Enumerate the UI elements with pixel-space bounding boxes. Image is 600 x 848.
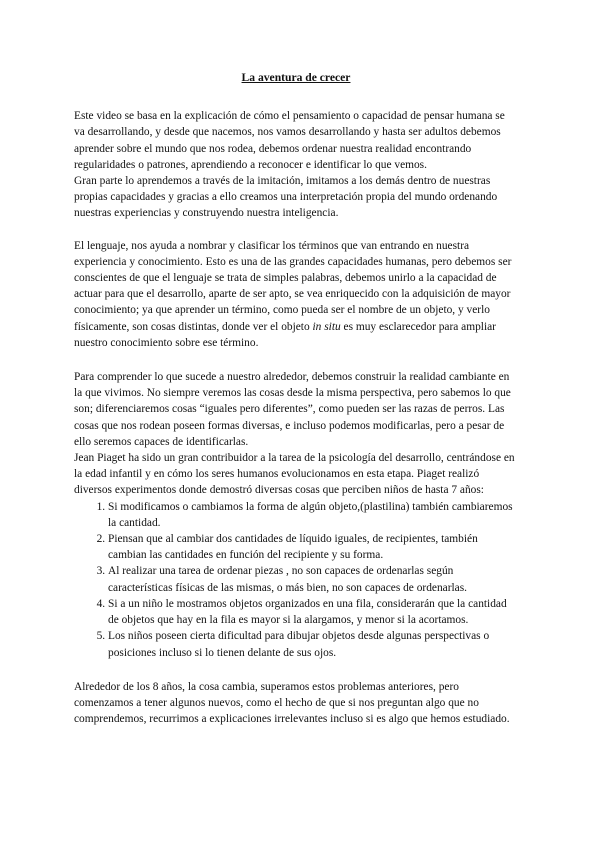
paragraph-piaget: Jean Piaget ha sido un gran contribuidor a la tarea de la psicología del desarrollo, centrándose en la edad infantil y en cómo los seres humanos evolucionamos en esta etapa. Piaget realizó diversos experimentos donde demostró diversas cosas que perciben niños de hasta 7 años: <box>74 452 515 497</box>
paragraph-language-italic: in situ <box>312 320 341 333</box>
list-item: 3. Al realizar una tarea de ordenar piezas , no son capaces de ordenarlas según características físicas de las mismas, o más bien, no son capaces de ordenarlas. <box>108 563 518 595</box>
paragraph-intro <box>74 108 518 221</box>
paragraph-reality: Para comprender lo que sucede a nuestro alrededor, debemos construir la realidad cambiante en la que vivimos. No siempre veremos las cosas desde la misma perspectiva, pero sabemos lo que son; diferenciaremos cosas “iguales pero diferentes”, como pueden ser las razas de perros. Las cosas que nos rodean poseen formas diversas, e incluso podemos modificarlas, pero a pesar de ello seremos capaces de identificarlas. <box>74 371 511 448</box>
paragraph-language-text-2: es muy esclarecedor para ampliar nuestro conocimiento sobre ese término. <box>74 320 496 349</box>
paragraph-intro-text: Este video se basa en la explicación de cómo el pensamiento o capacidad de pensar humana se va desarrollando, y desde que nacemos, nos vamos desarrollando y hasta ser adultos debemos aprender sobre el mundo que nos rodea, debemos ordenar nuestra realidad encontrando regularidades o patrones, aprendiendo a reconocer e identificar lo que vemos. <box>74 110 505 171</box>
paragraph-intro-continued: Gran parte lo aprendemos a través de la imitación, imitamos a los demás dentro de nuestras propias capacidades y gracias a ello creamos una interpretación propia del mundo ordenando nuestras experiencias y construyendo nuestra inteligencia. <box>74 175 498 220</box>
document-title: La aventura de crecer <box>241 71 351 84</box>
list-item: 1. Si modificamos o cambiamos la forma de algún objeto,(plastilina) también cambiaremos la cantidad. <box>108 499 518 531</box>
piaget-experiments-list <box>74 499 518 661</box>
paragraph-language-text-1: El lenguaje, nos ayuda a nombrar y clasificar los términos que van entrando en nuestra experiencia y conocimiento. Esto es una de las grandes capacidades humanas, pero debemos ser conscientes de que el lenguaje se trata de simples palabras, debemos unirlo a la capacidad de actuar para que el desarrollo, aparte de ser apto, se vea enriquecido con la adquisición de mayor conocimiento; ya que aprender un término, como pueda ser el nombre de un objeto, y verlo físicamente, son cosas distintas, donde ver el objeto <box>74 239 512 333</box>
list-item: 4. Si a un niño le mostramos objetos organizados en una fila, considerarán que la cantidad de objetos que hay en la fila es mayor si la alargamos, y menor si la acortamos. <box>108 596 518 628</box>
list-item: 2. Piensan que al cambiar dos cantidades de líquido iguales, de recipientes, también cambian las cantidades en función del recipiente y su forma. <box>108 531 518 563</box>
paragraph-eight-years: Alrededor de los 8 años, la cosa cambia, superamos estos problemas anteriores, pero comenzamos a tener algunos nuevos, como el hecho de que si nos preguntan algo que no comprendemos, recurrimos a explicaciones irrelevantes incluso si es algo que hemos estudiado. <box>74 680 510 726</box>
paragraph-language <box>74 238 518 351</box>
list-item: 5. Los niños poseen cierta dificultad para dibujar objetos desde algunas perspectivas o posiciones incluso si lo tienen delante de sus ojos. <box>108 628 518 660</box>
